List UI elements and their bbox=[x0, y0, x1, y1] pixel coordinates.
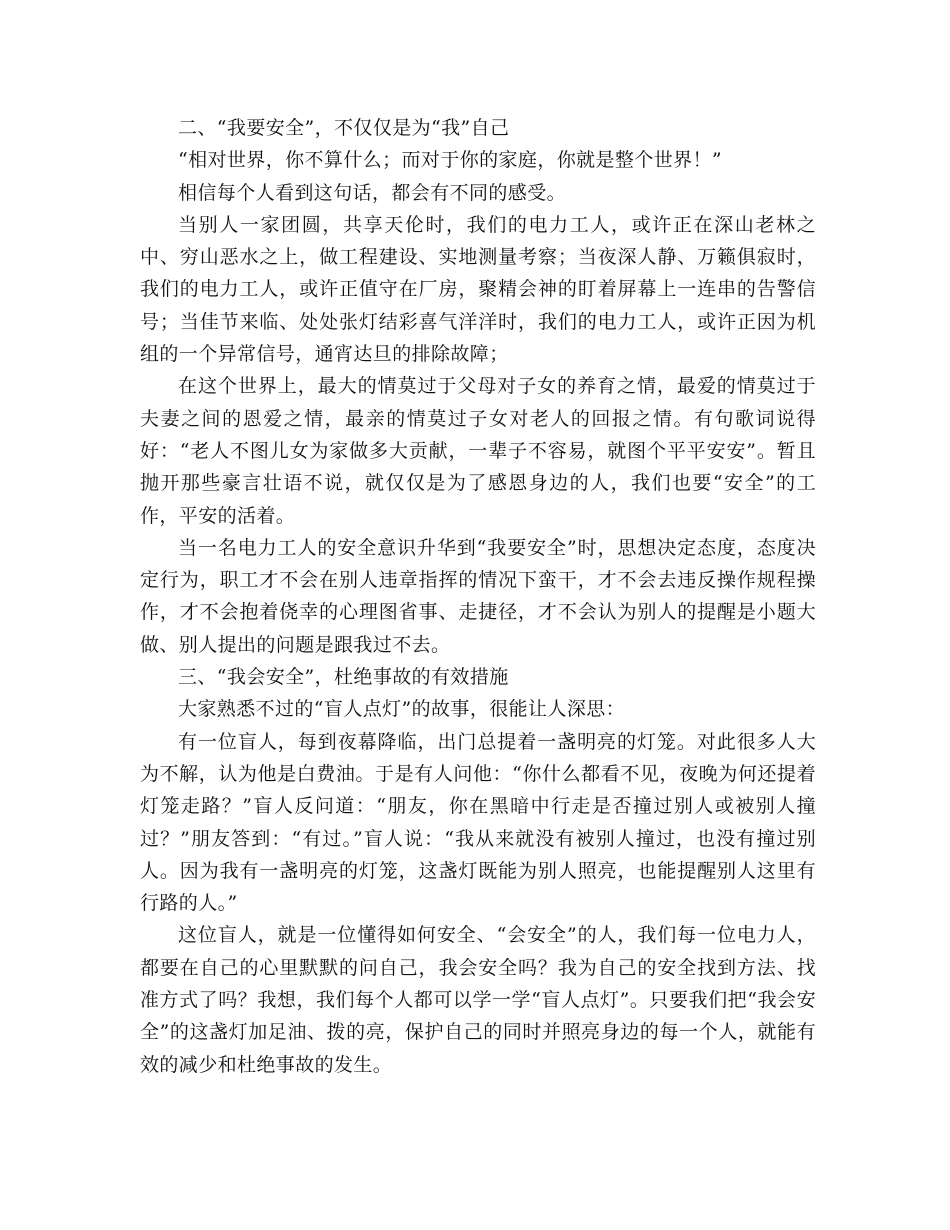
document-body bbox=[140, 112, 816, 1081]
section-heading-3: 三、“我会安全”，杜绝事故的有效措施 bbox=[178, 666, 509, 689]
section-heading-2: 二、“我要安全”，不仅仅是为“我”自己 bbox=[178, 117, 510, 139]
paragraph-quote: “相对世界，你不算什么；而对于你的家庭，你就是整个世界！” bbox=[178, 149, 723, 172]
paragraph-story: 有一位盲人，每到夜幕降临，出门总提着一盏明亮的灯笼。对此很多人大为不解，认为他是白费油。于是有人问他：“你什么都看不见，夜晚为何还提着灯笼走路？”盲人反问道：“朋友，你在黑暗中行走是否撞过别人或被别人撞过？”朋友答到：“有过。”盲人说：“我从来就没有被别人撞过，也没有撞过别人。因为我有一盏明亮的灯笼，这盏灯既能为别人照亮，也能提醒别人这里有行路的人。” bbox=[140, 730, 816, 915]
paragraph: 在这个世界上，最大的情莫过于父母对子女的养育之情，最爱的情莫过于夫妻之间的恩爱之情，最亲的情莫过子女对老人的回报之情。有句歌词说得好：“老人不图儿女为家做多大贡献，一辈子不容易，就图个平平安安”。暂且抛开那些豪言壮语不说，就仅仅是为了感恩身边的人，我们也要“安全”的工作，平安的活着。 bbox=[140, 375, 816, 527]
paragraph: 当一名电力工人的安全意识升华到“我要安全”时，思想决定态度，态度决定行为，职工才不会在别人违章指挥的情况下蛮干，才不会去违反操作规程操作，才不会抱着侥幸的心理图省事、走捷径，才不会认为别人的提醒是小题大做、别人提出的问题是跟我过不去。 bbox=[140, 536, 816, 656]
paragraph: 大家熟悉不过的“盲人点灯”的故事，很能让人深思： bbox=[178, 698, 626, 721]
paragraph: 当别人一家团圆，共享天伦时，我们的电力工人，或许正在深山老林之中、穷山恶水之上，做工程建设、实地测量考察；当夜深人静、万籁俱寂时，我们的电力工人，或许正值守在厂房，聚精会神的盯着屏幕上一连串的告警信号；当佳节来临、处处张灯结彩喜气洋洋时，我们的电力工人，或许正因为机组的一个异常信号，通宵达旦的排除故障； bbox=[140, 213, 816, 366]
paragraph: 相信每个人看到这句话，都会有不同的感受。 bbox=[178, 181, 567, 204]
paragraph: 这位盲人，就是一位懂得如何安全、“会安全”的人，我们每一位电力人，都要在自己的心里默默的问自己，我会安全吗？我为自己的安全找到方法、找准方式了吗？我想，我们每个人都可以学一学“盲人点灯”。只要我们把“我会安全”的这盏灯加足油、拨的亮，保护自己的同时并照亮身边的每一个人，就能有效的减少和杜绝事故的发生。 bbox=[140, 924, 816, 1076]
